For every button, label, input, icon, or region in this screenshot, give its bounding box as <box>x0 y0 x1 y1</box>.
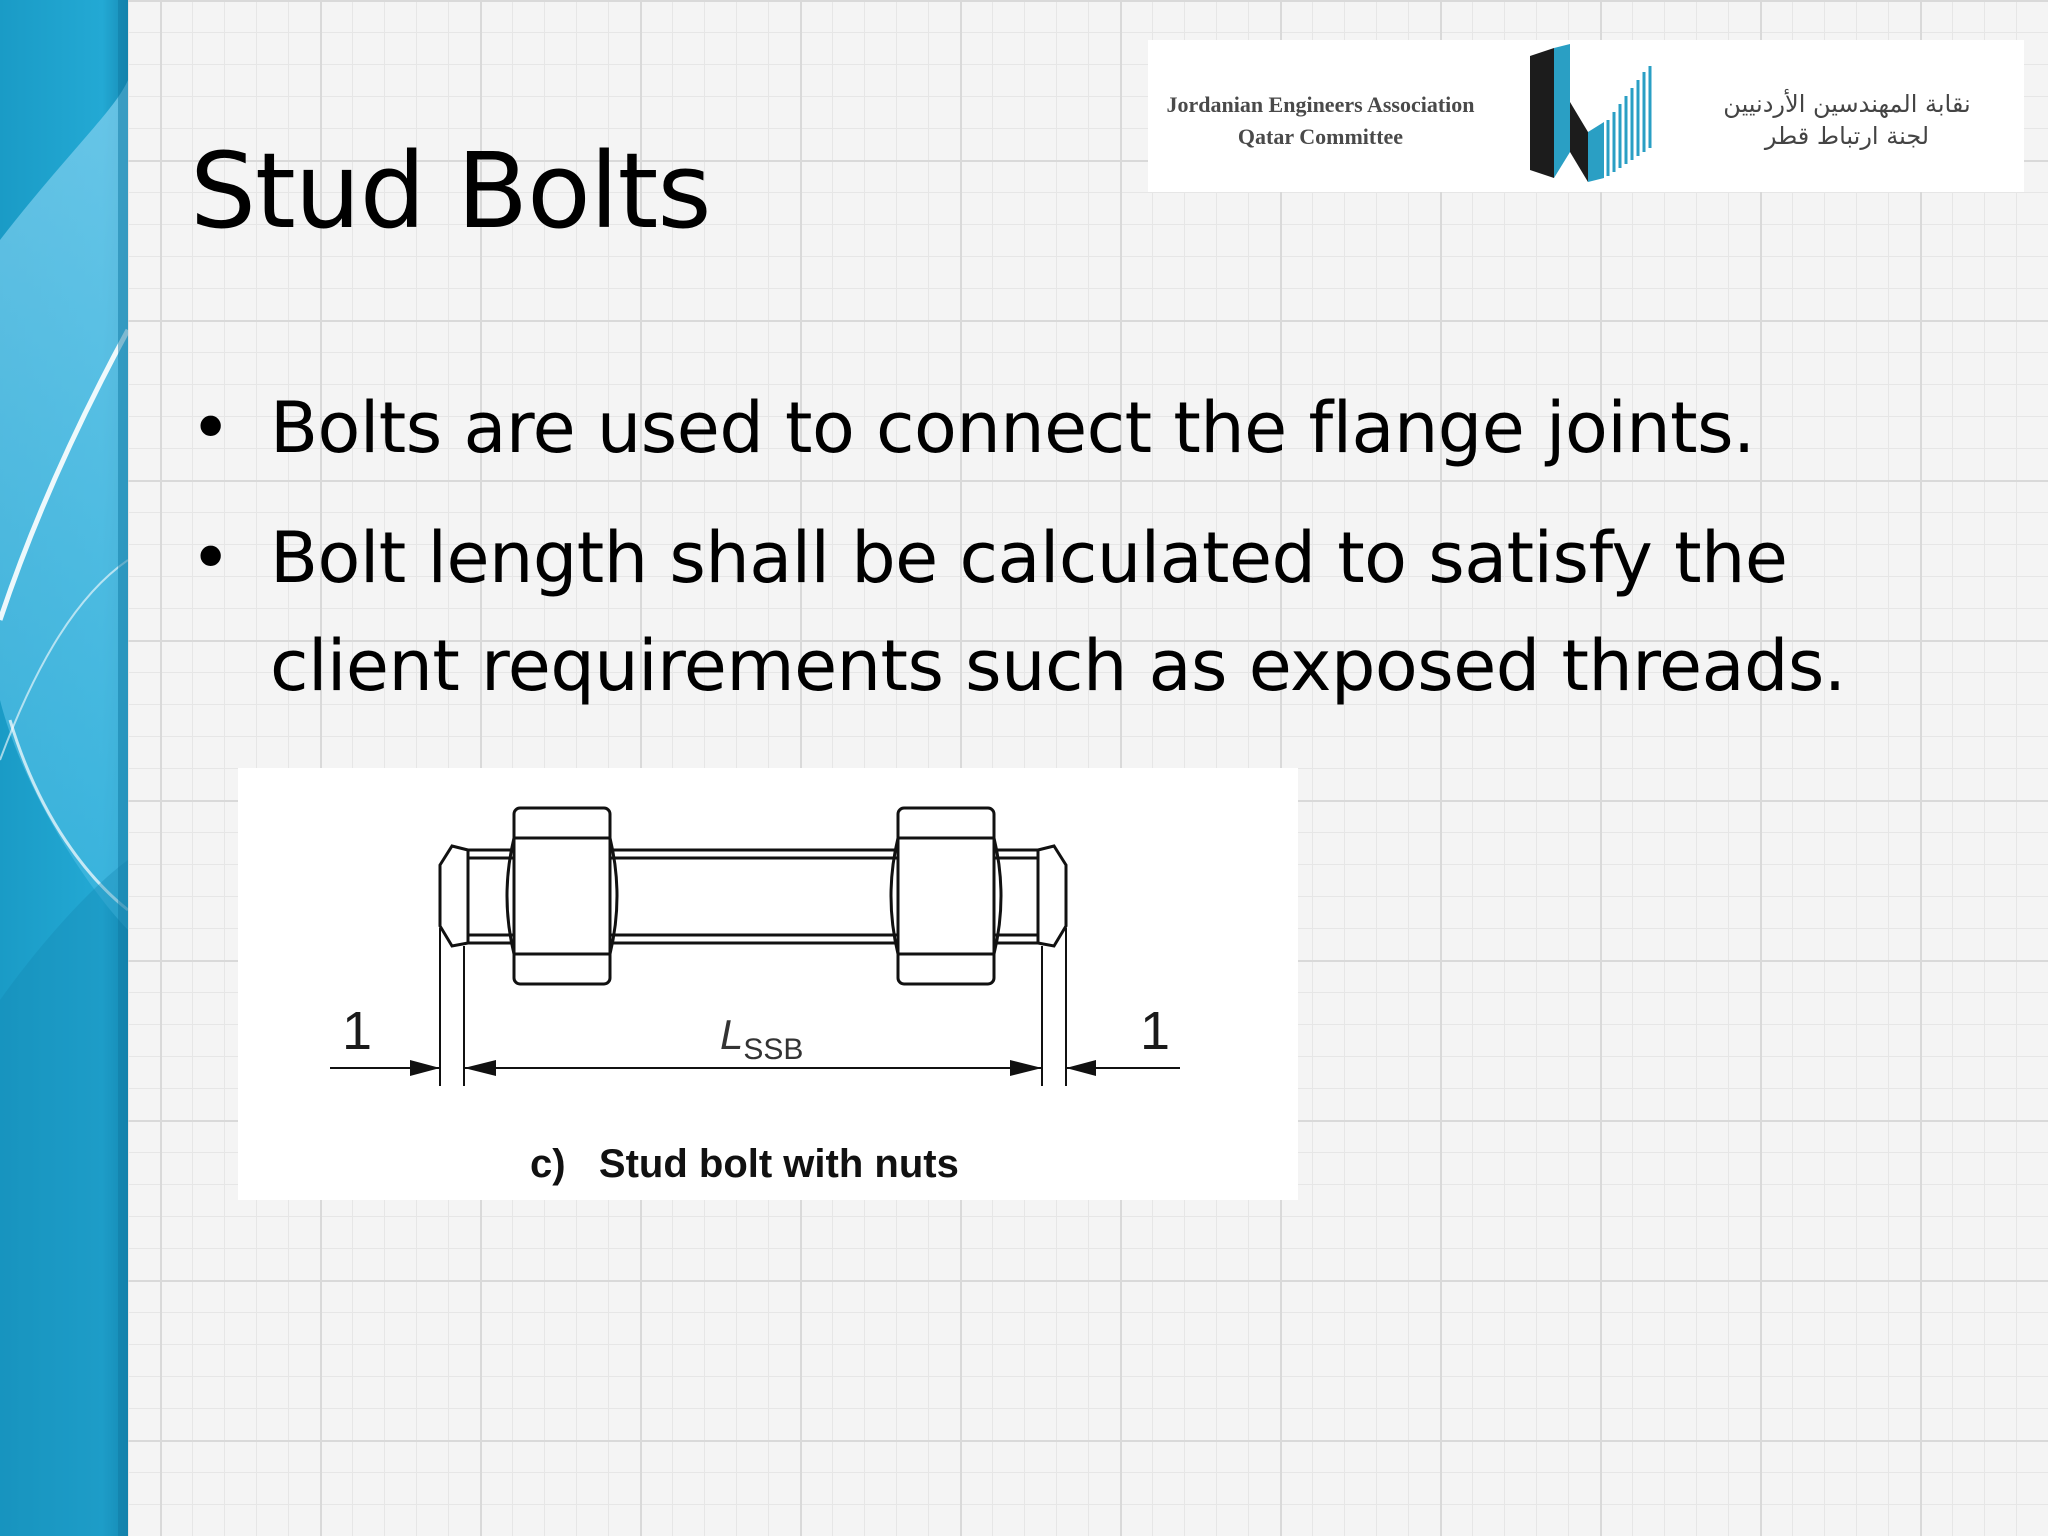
bullet-text: Bolt length shall be calculated to satisfy the <box>270 517 1788 599</box>
bullet-item <box>190 504 2020 720</box>
logo-arabic-line1: نقابة المهندسين الأردنيين <box>1723 90 1971 118</box>
dimension-label-right: 1 <box>1140 1001 1171 1061</box>
nut-left <box>507 808 617 984</box>
length-label <box>720 1011 804 1066</box>
nut-right <box>891 808 1001 984</box>
stud-end-left <box>440 846 468 946</box>
organization-logo <box>1148 40 2024 192</box>
stud-end-right <box>1038 846 1066 946</box>
bullet-text-continued: client requirements such as exposed threads. <box>270 625 1846 707</box>
dimension-label-left: 1 <box>342 1001 373 1061</box>
bullet-list <box>190 374 2020 720</box>
bullet-text: Bolts are used to connect the flange joints. <box>270 387 1755 469</box>
logo-arabic-line2: لجنة ارتباط قطر <box>1764 122 1930 150</box>
slide-title: Stud Bolts <box>190 130 711 252</box>
bullet-marker: • <box>190 517 231 599</box>
side-decorative-band <box>0 0 128 1536</box>
bullet-marker: • <box>190 387 231 469</box>
bullet-item <box>190 374 2020 482</box>
logo-english-line2: Qatar Committee <box>1237 124 1404 149</box>
stud-bolt-drawing <box>238 768 1298 1200</box>
length-subscript: SSB <box>743 1033 804 1066</box>
figure-caption: c) Stud bolt with nuts <box>530 1142 959 1186</box>
logo-emblem-icon <box>1508 42 1668 190</box>
logo-english-line1: Jordanian Engineers Association <box>1166 92 1475 117</box>
length-symbol: L <box>720 1011 744 1058</box>
stud-bolt-diagram <box>238 768 1298 1200</box>
